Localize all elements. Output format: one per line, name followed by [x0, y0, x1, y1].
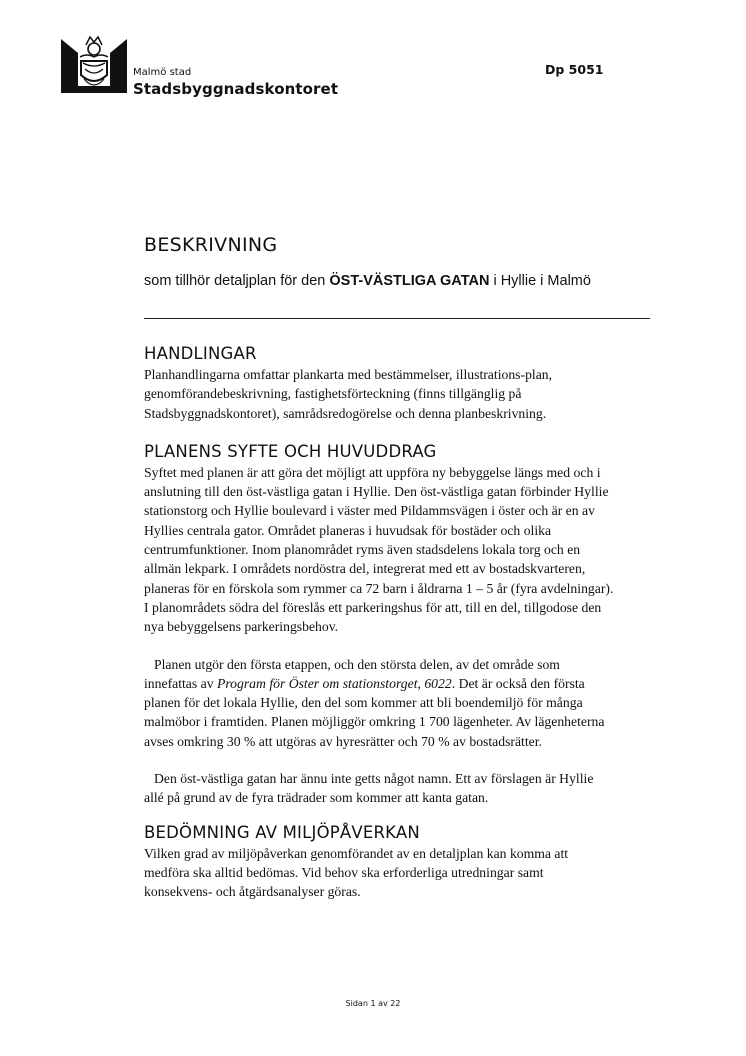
- subtitle-post: i Hyllie i Malmö: [489, 273, 591, 289]
- heading-miljo: BEDÖMNING AV MILJÖPÅVERKAN: [144, 822, 420, 842]
- syfte-paragraph-1: Syftet med planen är att göra det möjligt att uppföra ny bebyggelse längs med och i anslutning till den öst-västliga gatan i Hyllie. Den öst-västliga gatan förbinder Hyllie stationstorg och Hyllie boulevard i väster med Pildammsvägen i öster och är en av Hyllies centrala gator. Området planeras i huvudsak för bostäder och olika centrumfunktioner. Inom planområdet ryms även stadsdelens lokala torg och en allmän lekpark. I områdets nordöstra del, integrerat med ett av bostadskvarteren, planeras för en förskola som rymmer ca 72 barn i åldrarna 1 – 5 år (fyra avdelningar). I planområdets södra del föreslås ett parkeringshus för att, till en del, tillgodose den nya bebyggelsens parkeringsbehov.: [144, 464, 614, 635]
- document-number: Dp 5051: [545, 62, 604, 77]
- page-number: Sidan 1 av 22: [345, 999, 401, 1008]
- malmo-coat-of-arms-icon: [61, 33, 127, 101]
- org-name-block: [133, 66, 338, 99]
- org-city: Malmö stad: [133, 67, 192, 78]
- subtitle-pre: som tillhör detaljplan för den: [144, 273, 330, 289]
- syfte-p2-pre: Planen utgör den första etappen, och den största delen, av det område som innefattas av: [144, 656, 560, 691]
- miljo-text: Vilken grad av miljöpåverkan genomförandet av en detaljplan kan komma att medföra ska alltid bedömas. Vid behov ska erforderliga utredningar samt konsekvens- och åtgärdsanalyser göras.: [144, 845, 569, 900]
- heading-syfte: PLANENS SYFTE OCH HUVUDDRAG: [144, 441, 437, 461]
- syfte-paragraph-2: [144, 655, 614, 751]
- document-body: [144, 343, 614, 902]
- heading-handlingar: HANDLINGAR: [144, 344, 257, 363]
- syfte-paragraph-3: Den öst-västliga gatan har ännu inte getts något namn. Ett av förslagen är Hyllie allé på grund av de fyra trädrader som kommer att kanta gatan.: [144, 771, 594, 806]
- program-reference: Program för Öster om stationstorget, 6022: [216, 675, 452, 691]
- org-office: Stadsbyggnadskontoret: [133, 80, 339, 98]
- subtitle-street: ÖST-VÄSTLIGA GATAN: [329, 273, 490, 289]
- handlingar-text: Planhandlingarna omfattar plankarta med bestämmelser, illustrations-plan, genomförandebeskrivning, fastighetsförteckning (finns tillgänglig på Stadsbyggnadskontoret), samrådsredogörelse och denna planbeskrivning.: [144, 367, 553, 421]
- title-divider: [144, 318, 650, 319]
- document-subtitle: [144, 272, 624, 290]
- syfte-p2-post: . Det är också den första planen för det lokala Hyllie, den del som kommer att bli boendemiljö för många malmöbor i framtiden. Planen möjliggör omkring 1 700 lägenheter. Av lägenheterna avses omkring 30 % att utgöras av hyresrätter och 70 % av bostadsrätter.: [144, 675, 605, 749]
- document-title: BESKRIVNING: [144, 234, 278, 256]
